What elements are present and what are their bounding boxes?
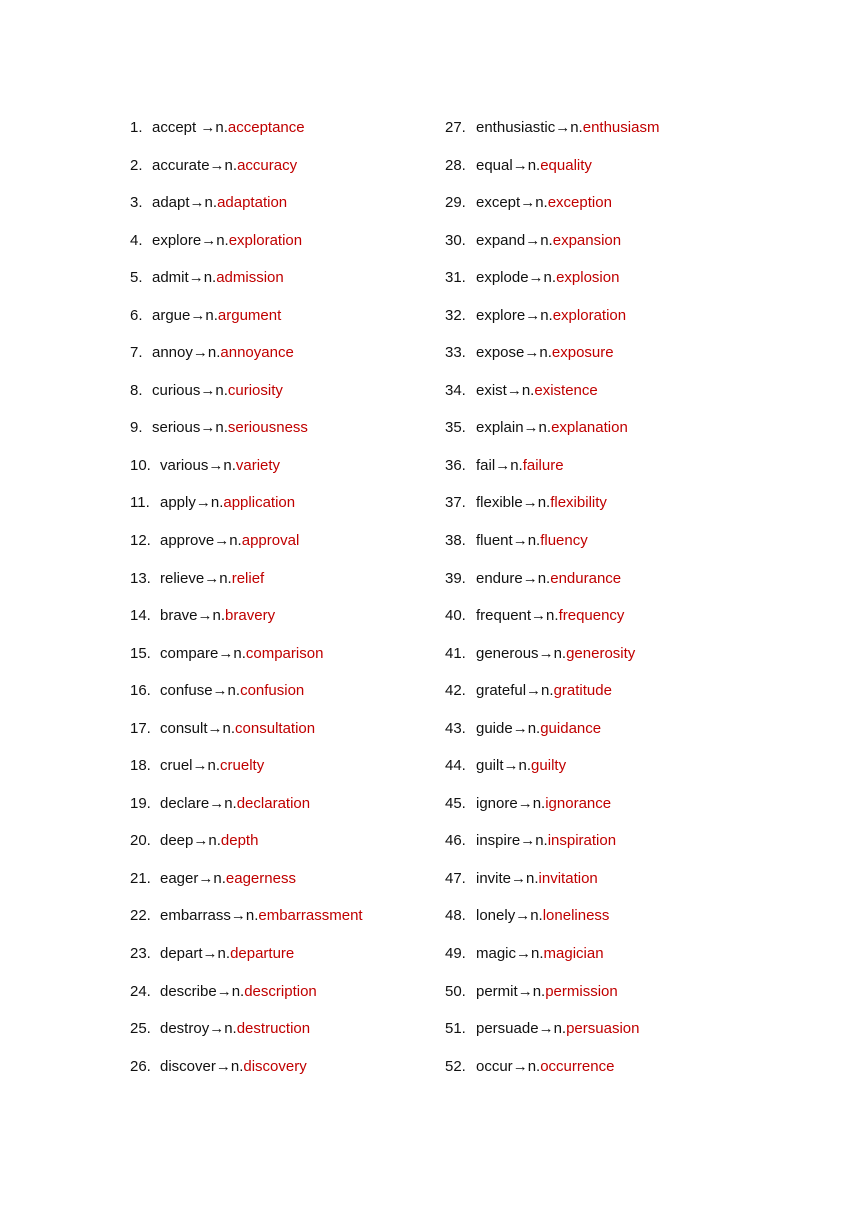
base-word: except	[476, 194, 521, 212]
base-word: argue	[152, 306, 191, 324]
word-entry	[130, 1056, 430, 1094]
entry-number: 39.	[445, 569, 466, 587]
arrow-noun-marker: →n.	[522, 569, 551, 587]
entry-number: 43.	[445, 719, 466, 737]
word-entry	[445, 981, 745, 1019]
base-word: compare	[160, 644, 219, 662]
arrow-noun-marker: →n.	[198, 869, 226, 887]
entry-number: 32.	[445, 306, 466, 324]
noun-form: confusion	[240, 682, 305, 700]
word-entry	[445, 755, 745, 793]
arrow-noun-marker: →n.	[538, 1020, 567, 1038]
word-entry	[130, 1018, 430, 1056]
arrow-noun-marker: →n.	[506, 381, 535, 399]
base-word: persuade	[476, 1020, 539, 1038]
base-word: inspire	[476, 832, 521, 850]
base-word: invite	[476, 869, 512, 887]
arrow-noun-marker: →n.	[503, 757, 532, 775]
arrow-noun-marker: →n.	[520, 832, 548, 850]
arrow-noun-marker: →n.	[523, 419, 552, 437]
entry-number: 20.	[130, 832, 151, 850]
noun-form: enthusiasm	[582, 119, 660, 136]
arrow-noun-marker: →n.	[215, 1057, 244, 1075]
arrow-noun-marker: →n.	[200, 119, 228, 136]
base-word: expand	[476, 231, 526, 249]
arrow-noun-marker: →n.	[188, 269, 217, 287]
word-entry	[130, 793, 430, 831]
arrow-noun-marker: →n.	[207, 719, 236, 737]
entry-number: 48.	[445, 907, 466, 925]
word-entry	[445, 943, 745, 981]
noun-form: comparison	[245, 644, 324, 662]
noun-form: equality	[540, 156, 592, 174]
word-entry	[130, 492, 430, 530]
base-word: approve	[160, 532, 215, 550]
noun-form: inspiration	[547, 832, 617, 850]
entry-number: 37.	[445, 494, 466, 512]
noun-form: invitation	[538, 869, 598, 887]
arrow-noun-marker: →n.	[212, 682, 241, 700]
noun-form: argument	[217, 306, 282, 324]
word-entry	[130, 267, 430, 305]
noun-form: accuracy	[237, 156, 298, 174]
noun-form: cruelty	[220, 757, 265, 775]
noun-form: application	[223, 494, 296, 512]
base-word: occur	[476, 1057, 513, 1075]
base-word: consult	[160, 719, 208, 737]
word-entry	[130, 155, 430, 193]
entry-number: 4.	[130, 231, 143, 249]
arrow-noun-marker: →n.	[202, 945, 231, 963]
base-word: adapt	[152, 194, 190, 212]
base-word: endure	[476, 569, 523, 587]
noun-form: explanation	[551, 419, 628, 437]
word-entry	[445, 718, 745, 756]
word-entry	[445, 305, 745, 343]
noun-form: acceptance	[227, 119, 305, 136]
arrow-noun-marker: →n.	[524, 344, 552, 362]
base-word: ignore	[476, 794, 518, 812]
entry-number: 22.	[130, 907, 151, 925]
base-word: describe	[160, 982, 217, 1000]
entry-number: 16.	[130, 682, 151, 700]
word-entry	[445, 830, 745, 868]
base-word: discover	[160, 1057, 216, 1075]
word-entry	[130, 568, 430, 606]
base-word: cruel	[160, 757, 193, 775]
base-word: annoy	[152, 344, 193, 362]
noun-form: guidance	[540, 719, 602, 737]
arrow-noun-marker: →n.	[209, 1020, 237, 1038]
base-word: frequent	[476, 607, 532, 625]
noun-form: bravery	[225, 607, 276, 625]
entry-number: 14.	[130, 607, 151, 625]
noun-form: endurance	[550, 569, 622, 587]
entry-number: 2.	[130, 156, 143, 174]
word-entry	[130, 680, 430, 718]
noun-form: consultation	[235, 719, 316, 737]
entry-number: 11.	[130, 494, 150, 512]
word-entry	[445, 1018, 745, 1056]
word-entry	[445, 868, 745, 906]
base-word: exist	[476, 381, 507, 399]
word-list-right	[445, 117, 745, 1093]
entry-number: 8.	[130, 381, 143, 399]
noun-form: magician	[543, 945, 604, 963]
arrow-noun-marker: →n.	[520, 194, 548, 212]
base-word: fail	[476, 456, 496, 474]
entry-number: 24.	[130, 982, 151, 1000]
word-entry	[445, 492, 745, 530]
base-word: relieve	[160, 569, 205, 587]
base-word: curious	[152, 381, 201, 399]
entry-number: 18.	[130, 757, 151, 775]
word-entry	[445, 1056, 745, 1094]
word-entry	[445, 230, 745, 268]
base-word: eager	[160, 869, 199, 887]
entry-number: 15.	[130, 644, 151, 662]
arrow-noun-marker: →n.	[512, 1057, 541, 1075]
entry-number: 30.	[445, 231, 466, 249]
base-word: guide	[476, 719, 513, 737]
entry-number: 7.	[130, 344, 143, 362]
word-entry	[130, 192, 430, 230]
entry-number: 17.	[130, 719, 151, 737]
arrow-noun-marker: →n.	[192, 757, 221, 775]
entry-number: 31.	[445, 269, 466, 287]
word-entry	[445, 117, 745, 155]
entry-number: 52.	[445, 1057, 466, 1075]
base-word: permit	[476, 982, 518, 1000]
arrow-noun-marker: →n.	[209, 156, 238, 174]
noun-form: fluency	[540, 532, 588, 550]
entry-number: 26.	[130, 1057, 151, 1075]
noun-form: departure	[230, 945, 295, 963]
entry-number: 36.	[445, 456, 466, 474]
word-entry	[445, 643, 745, 681]
entry-number: 28.	[445, 156, 466, 174]
base-word: fluent	[476, 532, 513, 550]
arrow-noun-marker: →n.	[495, 456, 523, 474]
entry-number: 29.	[445, 194, 466, 212]
base-word: equal	[476, 156, 513, 174]
noun-form: embarrassment	[258, 907, 363, 925]
noun-form: generosity	[566, 644, 636, 662]
word-entry	[445, 380, 745, 418]
entry-number: 3.	[130, 194, 143, 212]
noun-form: description	[244, 982, 317, 1000]
arrow-noun-marker: →n.	[190, 306, 218, 324]
arrow-noun-marker: →n.	[516, 945, 544, 963]
entry-number: 6.	[130, 306, 143, 324]
arrow-noun-marker: →n.	[515, 907, 543, 925]
arrow-noun-marker: →n.	[200, 381, 228, 399]
base-word: magic	[476, 945, 517, 963]
noun-form: explosion	[556, 269, 620, 287]
noun-form: loneliness	[542, 907, 610, 925]
word-entry	[445, 793, 745, 831]
entry-number: 1.	[130, 119, 143, 136]
entry-number: 49.	[445, 945, 466, 963]
base-word: destroy	[160, 1020, 210, 1038]
entry-number: 35.	[445, 419, 466, 437]
entry-number: 25.	[130, 1020, 151, 1038]
entry-number: 13.	[130, 569, 151, 587]
noun-form: ignorance	[545, 794, 612, 812]
arrow-noun-marker: →n.	[189, 194, 218, 212]
arrow-noun-marker: →n.	[197, 607, 226, 625]
word-entry	[130, 530, 430, 568]
base-word: deep	[160, 832, 194, 850]
base-word: generous	[476, 644, 539, 662]
noun-form: failure	[522, 456, 564, 474]
arrow-noun-marker: →n.	[517, 794, 546, 812]
word-entry	[130, 380, 430, 418]
base-word: depart	[160, 945, 203, 963]
entry-number: 38.	[445, 532, 466, 550]
word-entry	[130, 905, 430, 943]
arrow-noun-marker: →n.	[517, 982, 546, 1000]
arrow-noun-marker: →n.	[218, 644, 246, 662]
base-word: apply	[160, 494, 196, 512]
noun-form: exploration	[228, 231, 303, 249]
noun-form: permission	[545, 982, 618, 1000]
arrow-noun-marker: →n.	[200, 419, 228, 437]
entry-number: 9.	[130, 419, 143, 437]
entry-number: 44.	[445, 757, 466, 775]
arrow-noun-marker: →n.	[208, 456, 236, 474]
word-entry	[445, 192, 745, 230]
noun-form: persuasion	[566, 1020, 640, 1038]
noun-form: exploration	[552, 306, 627, 324]
base-word: expose	[476, 344, 525, 362]
entry-number: 12.	[130, 532, 151, 550]
noun-form: adaptation	[217, 194, 288, 212]
word-entry	[130, 455, 430, 493]
word-entry	[445, 155, 745, 193]
noun-form: guilty	[531, 757, 567, 775]
word-entry	[445, 568, 745, 606]
arrow-noun-marker: →n.	[195, 494, 224, 512]
noun-form: approval	[241, 532, 300, 550]
noun-form: depth	[220, 832, 259, 850]
base-word: serious	[152, 419, 201, 437]
entry-number: 5.	[130, 269, 143, 287]
word-entry	[445, 605, 745, 643]
word-entry	[445, 455, 745, 493]
arrow-noun-marker: →n.	[201, 231, 229, 249]
arrow-noun-marker: →n.	[538, 644, 567, 662]
base-word: flexible	[476, 494, 523, 512]
word-entry	[130, 117, 430, 155]
word-entry	[130, 305, 430, 343]
entry-number: 42.	[445, 682, 466, 700]
entry-number: 23.	[130, 945, 151, 963]
word-entry	[130, 230, 430, 268]
base-word: explode	[476, 269, 529, 287]
noun-form: variety	[235, 456, 281, 474]
base-word: explain	[476, 419, 524, 437]
noun-form: existence	[534, 381, 598, 399]
noun-form: eagerness	[225, 869, 296, 887]
arrow-noun-marker: →n.	[204, 569, 232, 587]
arrow-noun-marker: →n.	[209, 794, 237, 812]
base-word: admit	[152, 269, 189, 287]
base-word: guilt	[476, 757, 504, 775]
noun-form: curiosity	[227, 381, 283, 399]
entry-number: 51.	[445, 1020, 466, 1038]
base-word: embarrass	[160, 907, 231, 925]
word-entry	[130, 605, 430, 643]
noun-form: destruction	[236, 1020, 311, 1038]
word-entry	[130, 342, 430, 380]
word-entry	[130, 868, 430, 906]
arrow-noun-marker: →n.	[525, 306, 553, 324]
word-list-left	[130, 117, 430, 1093]
entry-number: 21.	[130, 869, 151, 887]
noun-form: declaration	[236, 794, 311, 812]
word-entry	[130, 981, 430, 1019]
word-entry	[130, 643, 430, 681]
noun-form: frequency	[558, 607, 625, 625]
arrow-noun-marker: →n.	[511, 869, 539, 887]
base-word: explore	[152, 231, 202, 249]
arrow-noun-marker: →n.	[192, 344, 221, 362]
noun-form: expansion	[552, 231, 622, 249]
word-entry	[445, 417, 745, 455]
arrow-noun-marker: →n.	[525, 231, 553, 249]
arrow-noun-marker: →n.	[512, 156, 541, 174]
arrow-noun-marker: →n.	[216, 982, 245, 1000]
arrow-noun-marker: →n.	[230, 907, 259, 925]
arrow-noun-marker: →n.	[512, 719, 541, 737]
noun-form: annoyance	[220, 344, 294, 362]
noun-form: admission	[216, 269, 284, 287]
word-entry	[130, 755, 430, 793]
word-entry	[130, 943, 430, 981]
arrow-noun-marker: →n.	[512, 532, 541, 550]
word-entry	[130, 830, 430, 868]
base-word: accept	[152, 119, 201, 136]
entry-number: 47.	[445, 869, 466, 887]
arrow-noun-marker: →n.	[555, 119, 583, 136]
entry-number: 40.	[445, 607, 466, 625]
entry-number: 10.	[130, 456, 151, 474]
noun-form: seriousness	[227, 419, 308, 437]
noun-form: exception	[547, 194, 612, 212]
noun-form: relief	[231, 569, 265, 587]
base-word: brave	[160, 607, 198, 625]
noun-form: gratitude	[553, 682, 612, 700]
base-word: various	[160, 456, 209, 474]
word-entry	[445, 680, 745, 718]
noun-form: discovery	[243, 1057, 307, 1075]
word-entry	[445, 530, 745, 568]
arrow-noun-marker: →n.	[522, 494, 551, 512]
base-word: enthusiastic	[476, 119, 556, 136]
entry-number: 19.	[130, 794, 151, 812]
noun-form: occurrence	[540, 1057, 615, 1075]
entry-number: 46.	[445, 832, 466, 850]
base-word: confuse	[160, 682, 213, 700]
base-word: explore	[476, 306, 526, 324]
arrow-noun-marker: →n.	[531, 607, 559, 625]
word-entry	[445, 905, 745, 943]
word-entry	[445, 342, 745, 380]
arrow-noun-marker: →n.	[528, 269, 557, 287]
word-entry	[130, 417, 430, 455]
entry-number: 34.	[445, 381, 466, 399]
base-word: accurate	[152, 156, 210, 174]
noun-form: exposure	[551, 344, 614, 362]
entry-number: 45.	[445, 794, 466, 812]
base-word: declare	[160, 794, 210, 812]
entry-number: 27.	[445, 119, 466, 136]
word-entry	[445, 267, 745, 305]
word-entry	[130, 718, 430, 756]
base-word: grateful	[476, 682, 527, 700]
entry-number: 50.	[445, 982, 466, 1000]
arrow-noun-marker: →n.	[193, 832, 221, 850]
entry-number: 41.	[445, 644, 466, 662]
arrow-noun-marker: →n.	[526, 682, 554, 700]
noun-form: flexibility	[550, 494, 607, 512]
entry-number: 33.	[445, 344, 466, 362]
base-word: lonely	[476, 907, 516, 925]
arrow-noun-marker: →n.	[214, 532, 242, 550]
